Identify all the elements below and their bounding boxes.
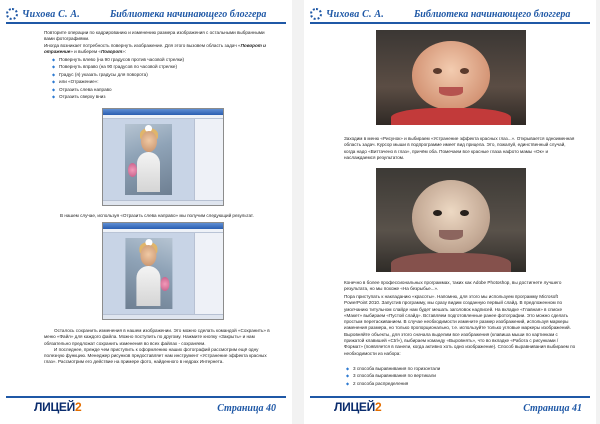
photo-girl-flipped <box>125 238 172 309</box>
screenshot-picture-manager-1 <box>102 108 224 206</box>
intro2-bold: Поворот и отражение <box>44 42 266 54</box>
screenshot-picture-manager-2 <box>102 222 224 320</box>
intro2-tail: » и выберем « <box>70 48 101 54</box>
body-paragraph: Осталось сохранить изменения в нашем изображении. Это можно сделать командой «Сохранить» в меню «Файл» для каждого файла. Можно поступить по другому. Нажмите кнопку «Закрыть» и нам обязательно предложат сохранить изменения во всех файлах - сохраняем. <box>44 328 270 346</box>
page-41 <box>304 0 596 424</box>
page-number: Страница 41 <box>523 403 582 414</box>
list-item: ◆ 3 способа выравнивания по вертикали <box>346 372 576 379</box>
page-40 <box>0 0 292 424</box>
intro-paragraph <box>44 30 272 55</box>
page-number: Страница 40 <box>217 403 276 414</box>
gear-icon <box>310 8 322 20</box>
list-item: ◆ 3 способа выравнивания по горизонтали <box>346 365 576 372</box>
para-red-eye: Заходим в меню «Рисунок» и выбираем «Устранение эффекта красных глаз...». Открывается одноименная область задач. Курсор мыши в подпрограмме имеет вид прицела. Это, пожалуй, единственный случай, когда надо «Виттачено в глаз», причём оба. Помечаем все красные глаза нафото мамы «Ок» и наслаждаемся результатом. <box>344 136 575 160</box>
footer-rule <box>310 396 590 398</box>
intro2-bold2: Поворот <box>100 48 123 54</box>
align-options-list <box>346 365 576 387</box>
para-photoshop: Конечно в более профессиональных программах, таких как Adobe Photoshop, вы достигнете лучшего результата, но мы похоже «На безрыбье...». <box>344 280 562 292</box>
task-pane <box>194 233 223 314</box>
para-powerpoint: Пора приступать к накладанию «красоты». Напомню, для этого мы используем программу Microsoft PowerPoint 2010. Запустив программу, мы сразу видим созданную первый слайд. В предложенном по умолчанию титульном слайде нам будет мешать заголовок надписей. На вкладке «Главная» в списке «Макет» выбираем «Пустой слайд». Вставляем подготовленные ранее фотографии. Это можно сделать простым перетаскиванием. В случае необходимости измените размер изображений, используя маркеры изменения размера, но только пропорционально, т.е. используйте только угловые маркеры изображений. Выровняйте объекты, для этого сначала выделим все изображения (клавиша мыши по картинкам с прижатой клавишей «Ctrl»), выбираем команду «Выровнять», что во вкладке «Работа с рисунками / Формат» (появляется в панели, когда активно хоть одно изображение). Способ выравнивания выбираем по необходимости из набора: <box>344 294 576 356</box>
header-rule <box>6 22 286 24</box>
header-author: Чихова С. А. <box>22 8 80 20</box>
header-title: Библиотека начинающего блоггера <box>109 8 267 20</box>
list-item: ◆ Отразить слева направо <box>52 86 272 93</box>
lyceum-logo: ЛИЦЕЙ2 <box>34 400 82 414</box>
body-paragraphs <box>44 328 272 366</box>
rotate-options-list <box>52 56 272 100</box>
list-item: ◆ 2 способа распределения <box>346 380 576 387</box>
caption-mid: В нашем случае, используя «Отразить слева направо» мы получим следующий результат. <box>60 213 254 218</box>
intro-text: Повторите операции по кадрированию и изменению размера изображения с остальными выбранными вами фотографиями. <box>44 30 265 42</box>
window-canvas <box>103 119 194 200</box>
list-item: ◆ Повернуть вправо (на 90 градусов по часовой стрелке) <box>52 63 272 70</box>
photo-baby-red-eye <box>376 30 526 125</box>
list-item: ◆ Повернуть влево (на 90 градусов против часовой стрелки) <box>52 56 272 63</box>
lyceum-logo: ЛИЦЕЙ2 <box>334 400 382 414</box>
window-canvas <box>103 233 194 314</box>
task-pane <box>194 119 223 200</box>
window-statusbar <box>103 200 223 205</box>
header-rule <box>310 22 590 24</box>
list-item: ◆ Отразить сверху вниз <box>52 93 272 100</box>
page-header <box>310 7 590 21</box>
footer-rule <box>6 396 286 398</box>
photo-baby-result <box>376 168 526 272</box>
page-header <box>6 7 286 21</box>
gear-icon <box>6 8 18 20</box>
window-statusbar <box>103 314 223 319</box>
header-author: Чихова С. А. <box>326 8 384 20</box>
photo-girl <box>125 124 172 195</box>
body-paragraph: И последнее, прежде чем приступить к оформлению наших фотографий рассмотрим ещё одну полезную функцию. Менеджер рисунков предоставляет нам инструмент «Устранение эффекта красных глаз». Рассмотрим его действие на примере фото, найденного в недрах Интернета. <box>44 346 267 365</box>
list-item: ◆ Градус (я) указать градусы для поворота) <box>52 71 272 78</box>
intro2-text: Иногда возникает потребность повернуть изображение. Для этого вызовем область задач « <box>44 42 241 48</box>
intro2-end: »: <box>122 48 127 54</box>
header-title: Библиотека начинающего блоггера <box>413 8 571 20</box>
list-item: ◆ или «Отражение»: <box>52 78 272 85</box>
